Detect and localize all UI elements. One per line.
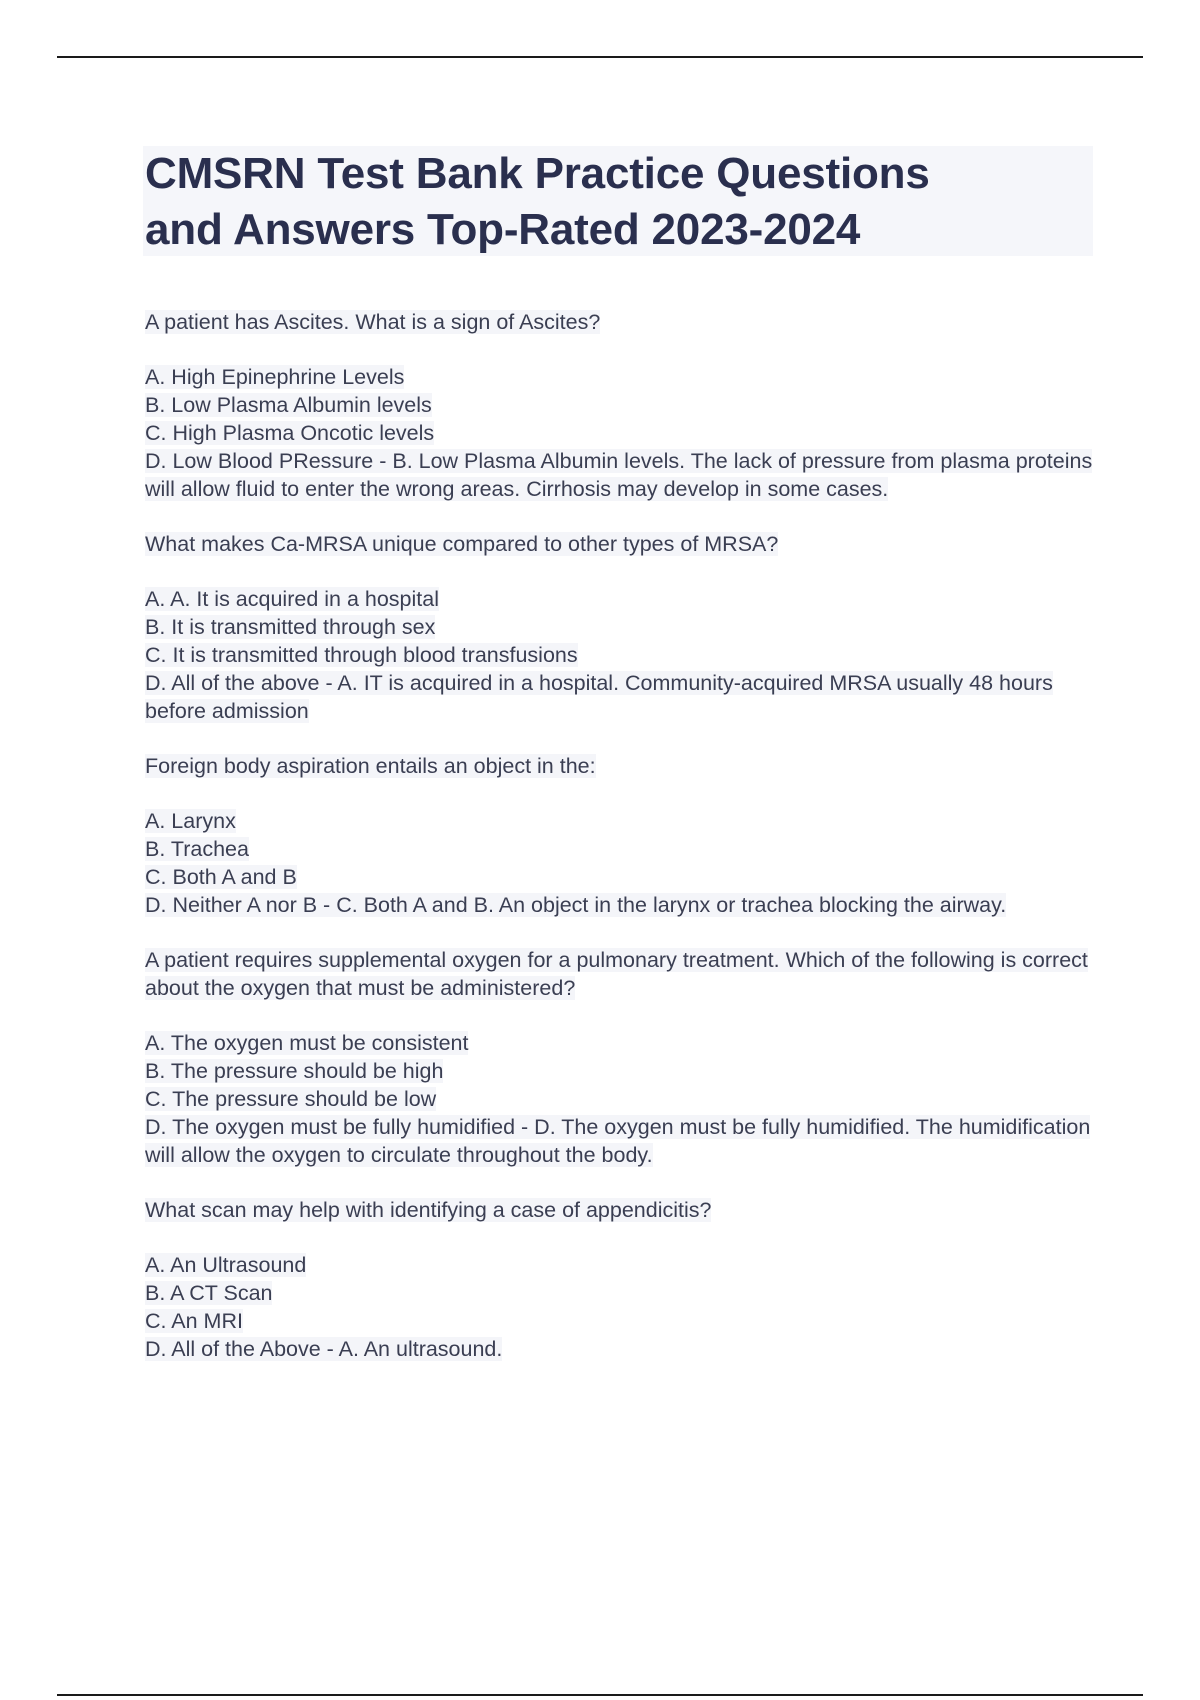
question-text-content: Foreign body aspiration entails an object in the: <box>145 754 596 778</box>
option-text: A. High Epinephrine Levels <box>145 365 405 389</box>
option-item <box>145 1251 1093 1279</box>
option-item <box>145 1279 1093 1307</box>
question-block <box>145 946 1093 1169</box>
question-block <box>145 752 1093 919</box>
option-item <box>145 1085 1093 1113</box>
answer-text: D. All of the above - A. IT is acquired in a hospital. Community-acquired MRSA usually 48 hours before admission <box>145 671 1053 723</box>
option-item <box>145 585 1093 613</box>
option-item <box>145 1029 1093 1057</box>
option-item <box>145 613 1093 641</box>
document-body <box>145 146 1093 1390</box>
question-text-content: What makes Ca-MRSA unique compared to other types of MRSA? <box>145 532 779 556</box>
question-text-content: A patient has Ascites. What is a sign of Ascites? <box>145 310 601 334</box>
title-line-2: and Answers Top-Rated 2023-2024 <box>145 205 861 254</box>
option-text: C. High Plasma Oncotic levels <box>145 421 435 445</box>
option-text: B. Trachea <box>145 837 249 861</box>
option-text: B. A CT Scan <box>145 1281 273 1305</box>
answer-text: D. The oxygen must be fully humidified - D. The oxygen must be fully humidified. The humidification will allow the oxygen to circulate throughout the body. <box>145 1115 1091 1167</box>
option-text: C. The pressure should be low <box>145 1087 437 1111</box>
question-text <box>145 530 1093 558</box>
option-text: C. Both A and B <box>145 865 297 889</box>
title-line-1: CMSRN Test Bank Practice Questions <box>145 149 930 198</box>
question-text <box>145 308 1093 336</box>
answer-text: D. All of the Above - A. An ultrasound. <box>145 1337 503 1361</box>
question-block <box>145 308 1093 503</box>
option-text: B. The pressure should be high <box>145 1059 444 1083</box>
question-list <box>145 308 1093 1363</box>
option-item <box>145 641 1093 669</box>
option-item <box>145 807 1093 835</box>
question-text-content: What scan may help with identifying a case of appendicitis? <box>145 1198 712 1222</box>
bottom-divider <box>57 1694 1143 1696</box>
option-item <box>145 1057 1093 1085</box>
document-title <box>143 146 1093 256</box>
option-text: C. It is transmitted through blood transfusions <box>145 643 578 667</box>
answer-text: D. Low Blood PRessure - B. Low Plasma Albumin levels. The lack of pressure from plasma proteins will allow fluid to enter the wrong areas. Cirrhosis may develop in some cases. <box>145 449 1093 501</box>
question-block <box>145 1196 1093 1363</box>
option-item <box>145 863 1093 891</box>
option-item <box>145 363 1093 391</box>
option-text: A. Larynx <box>145 809 236 833</box>
answer-text: D. Neither A nor B - C. Both A and B. An object in the larynx or trachea blocking the airway. <box>145 893 1007 917</box>
question-text <box>145 752 1093 780</box>
option-text: A. An Ultrasound <box>145 1253 307 1277</box>
answer-explanation <box>145 1335 1093 1363</box>
option-item <box>145 419 1093 447</box>
question-text-content: A patient requires supplemental oxygen for a pulmonary treatment. Which of the following is correct about the oxygen that must be administered? <box>145 948 1088 1000</box>
answer-explanation <box>145 891 1093 919</box>
answer-explanation <box>145 669 1093 725</box>
option-text: A. A. It is acquired in a hospital <box>145 587 439 611</box>
option-text: B. Low Plasma Albumin levels <box>145 393 432 417</box>
option-text: A. The oxygen must be consistent <box>145 1031 469 1055</box>
option-item <box>145 835 1093 863</box>
answer-explanation <box>145 1113 1093 1169</box>
option-text: B. It is transmitted through sex <box>145 615 436 639</box>
top-divider <box>57 56 1143 58</box>
option-item <box>145 391 1093 419</box>
question-block <box>145 530 1093 725</box>
question-text <box>145 946 1093 1002</box>
answer-explanation <box>145 447 1093 503</box>
question-text <box>145 1196 1093 1224</box>
option-text: C. An MRI <box>145 1309 243 1333</box>
option-item <box>145 1307 1093 1335</box>
